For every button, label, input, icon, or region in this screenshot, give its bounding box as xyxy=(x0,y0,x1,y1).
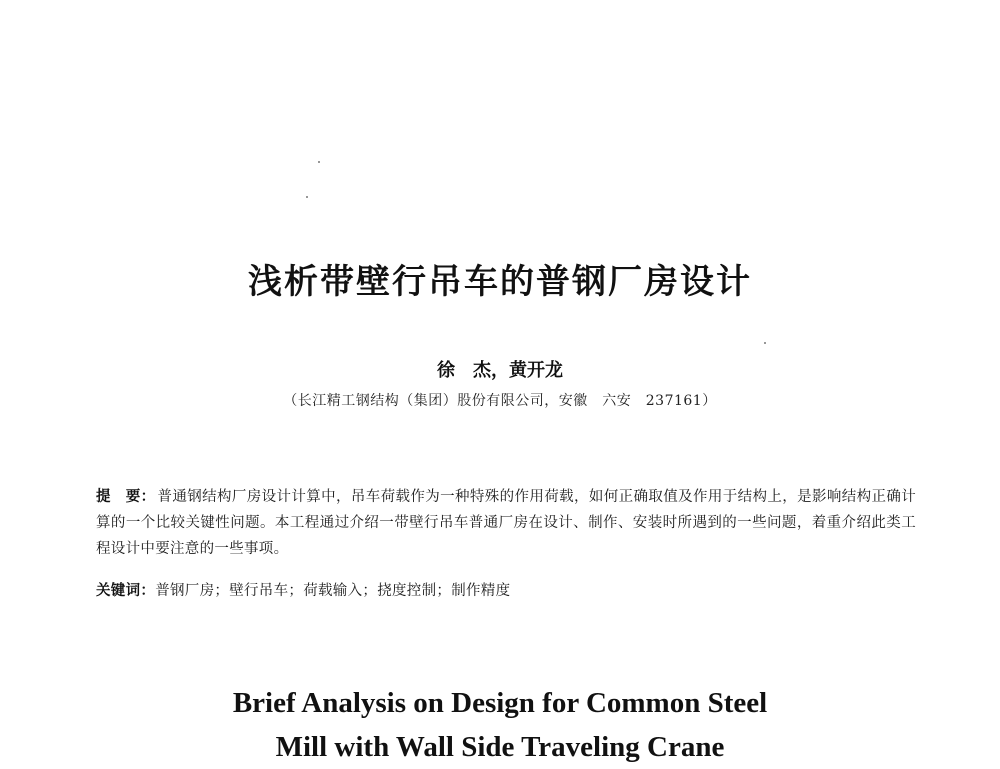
scan-speck xyxy=(306,196,308,198)
keywords-text: 普钢厂房；壁行吊车；荷载输入；挠度控制；制作精度 xyxy=(155,583,511,599)
abstract-label: 提 要： xyxy=(96,489,156,505)
scan-speck xyxy=(764,342,766,344)
authors: 徐 杰，黄开龙 xyxy=(437,360,563,381)
english-title-line-1: Brief Analysis on Design for Common Steel xyxy=(232,687,768,719)
affiliation: （长江精工钢结构（集团）股份有限公司，安徽 六安 237161） xyxy=(283,393,717,409)
abstract xyxy=(96,484,916,562)
english-title xyxy=(0,681,1000,769)
paper-title: 浅析带壁行吊车的普钢厂房设计 xyxy=(248,262,752,302)
keywords-label: 关键词： xyxy=(96,583,156,599)
keywords xyxy=(96,578,916,604)
scan-speck xyxy=(318,161,320,163)
abstract-text: 普通钢结构厂房设计计算中，吊车荷载作为一种特殊的作用荷载，如何正确取值及作用于结构上，是影响结构正确计算的一个比较关键性问题。本工程通过介绍一带壁行吊车普通厂房在设计、制作、安装时所遇到的一些问题，着重介绍此类工程设计中要注意的一些事项。 xyxy=(96,489,916,557)
english-title-line-2: Mill with Wall Side Traveling Crane xyxy=(275,731,725,763)
